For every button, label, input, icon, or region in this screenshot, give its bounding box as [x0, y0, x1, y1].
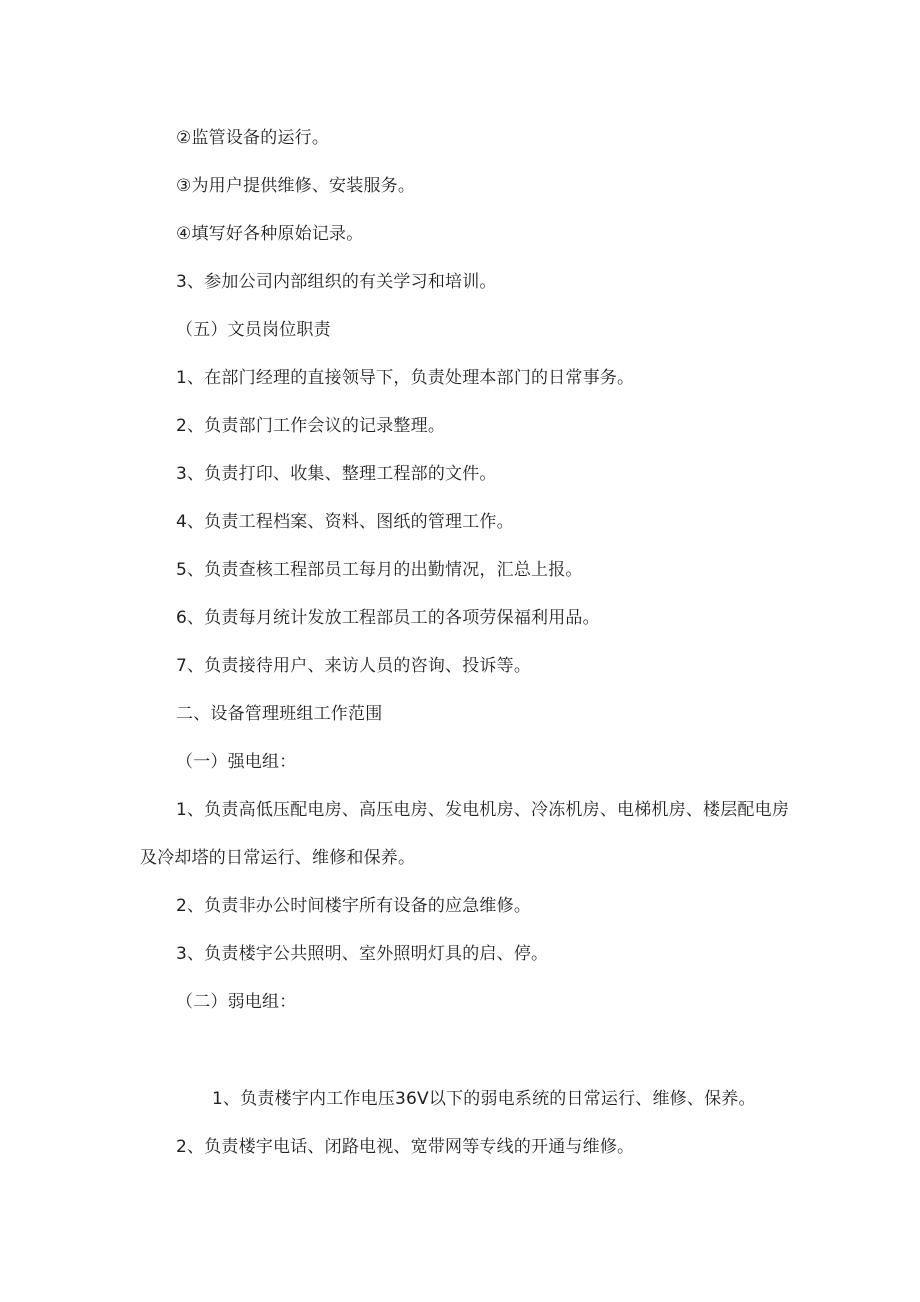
list-item-clerk-3: 3、负责打印、收集、整理工程部的文件。 [176, 464, 497, 484]
list-item-clerk-7: 7、负责接待用户、来访人员的咨询、投诉等。 [176, 656, 532, 676]
section-heading-team-scope: 二、设备管理班组工作范围 [176, 704, 383, 724]
list-item-weak-2: 2、负责楼宇电话、闭路电视、宽带网等专线的开通与维修。 [176, 1137, 635, 1157]
list-item-clerk-1: 1、在部门经理的直接领导下，负责处理本部门的日常事务。 [176, 368, 635, 388]
subsection-heading-weak-current: （二）弱电组： [176, 992, 297, 1012]
list-item-strong-1: 1、负责高低压配电房、高压电房、发电机房、冷冻机房、电梯机房、楼层配电房及冷却塔的日常运行、维修和保养。 [140, 800, 790, 868]
list-item-records: ④填写好各种原始记录。 [176, 224, 364, 244]
section-heading-clerk-duties: （五）文员岗位职责 [176, 320, 331, 340]
list-item-clerk-6: 6、负责每月统计发放工程部员工的各项劳保福利用品。 [176, 608, 600, 628]
list-item-training: 3、参加公司内部组织的有关学习和培训。 [176, 272, 497, 292]
list-item-clerk-2: 2、负责部门工作会议的记录整理。 [176, 416, 446, 436]
list-item-strong-3: 3、负责楼宇公共照明、室外照明灯具的启、停。 [176, 944, 549, 964]
list-item-repair-service: ③为用户提供维修、安装服务。 [176, 176, 416, 196]
list-item-clerk-5: 5、负责查核工程部员工每月的出勤情况，汇总上报。 [176, 560, 583, 580]
list-item-monitor-equipment: ②监管设备的运行。 [176, 128, 330, 148]
list-item-weak-1: 1、负责楼宇内工作电压36V以下的弱电系统的日常运行、维修、保养。 [212, 1089, 756, 1109]
subsection-heading-strong-current: （一）强电组： [176, 752, 297, 772]
list-item-strong-2: 2、负责非办公时间楼宇所有设备的应急维修。 [176, 896, 532, 916]
list-item-clerk-4: 4、负责工程档案、资料、图纸的管理工作。 [176, 512, 514, 532]
